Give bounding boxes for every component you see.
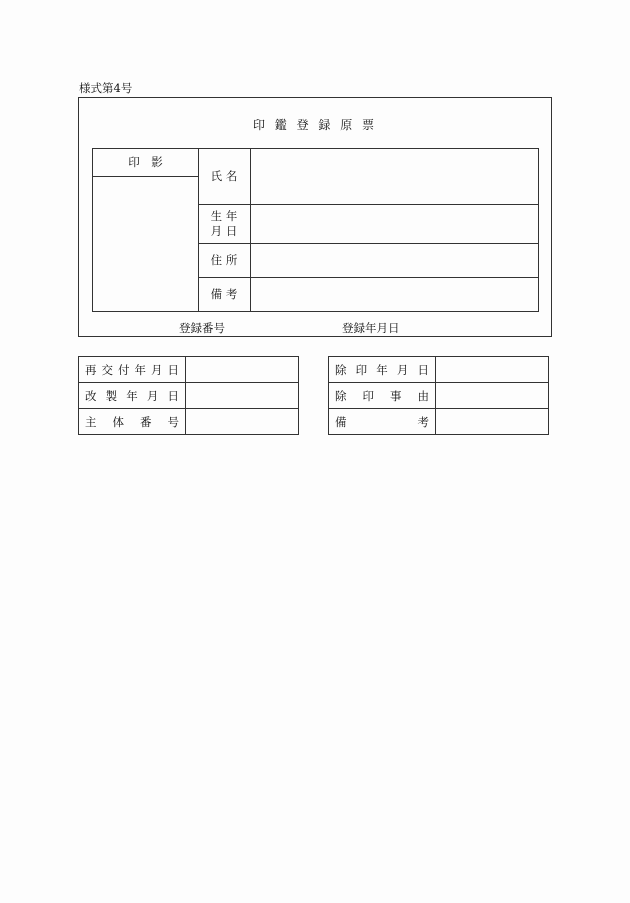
table-row xyxy=(329,357,549,383)
table-row xyxy=(79,357,299,383)
birth-date-label-line1: 生 年 xyxy=(210,209,238,223)
registration-grid xyxy=(92,148,539,312)
table-remarks-label: 備 考 xyxy=(329,409,436,435)
name-value[interactable] xyxy=(253,153,533,201)
reissue-table xyxy=(78,356,299,435)
address-label: 住 所 xyxy=(210,253,238,267)
reissue-date-label: 再 交 付 年 月 日 xyxy=(79,357,186,383)
remake-date-value[interactable] xyxy=(186,383,299,409)
remarks-label: 備 考 xyxy=(210,287,238,301)
name-label: 氏 名 xyxy=(210,169,238,183)
table-remarks-value[interactable] xyxy=(436,409,549,435)
birth-date-value[interactable] xyxy=(253,207,533,240)
birth-date-label xyxy=(198,209,250,239)
card-title: 印 鑑 登 録 原 票 xyxy=(252,118,378,132)
registration-number-label: 登録番号 xyxy=(179,321,225,335)
seal-impression-label: 印 影 xyxy=(128,155,163,169)
seal-removal-reason-label: 除 印 事 由 xyxy=(329,383,436,409)
seal-removal-date-label: 除 印 年 月 日 xyxy=(329,357,436,383)
table-row xyxy=(79,409,299,435)
reissue-date-value[interactable] xyxy=(186,357,299,383)
registration-date-label: 登録年月日 xyxy=(342,321,400,335)
subject-number-label: 主 体 番 号 xyxy=(79,409,186,435)
table-row xyxy=(79,383,299,409)
seal-removal-date-value[interactable] xyxy=(436,357,549,383)
table-row xyxy=(329,409,549,435)
subject-number-value[interactable] xyxy=(186,409,299,435)
form-number: 様式第4号 xyxy=(79,81,133,95)
seal-removal-table xyxy=(328,356,549,435)
seal-removal-reason-value[interactable] xyxy=(436,383,549,409)
seal-impression-box xyxy=(94,178,197,310)
birth-date-label-line2: 月 日 xyxy=(210,224,238,238)
table-row xyxy=(329,383,549,409)
remarks-value[interactable] xyxy=(253,280,533,308)
remake-date-label: 改 製 年 月 日 xyxy=(79,383,186,409)
address-value[interactable] xyxy=(253,246,533,274)
